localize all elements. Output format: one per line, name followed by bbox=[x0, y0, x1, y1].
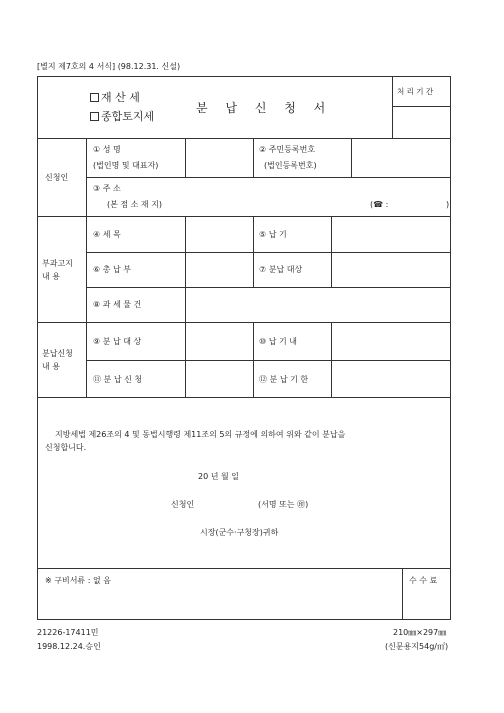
phone-label: (☎ : bbox=[370, 200, 389, 209]
divider bbox=[37, 568, 451, 569]
checkbox-land-tax[interactable]: 종합토지세 bbox=[90, 111, 154, 122]
form-header: [별지 제7호의 4 서식] (98.12.31. 신설) bbox=[37, 62, 181, 71]
date-line: 20 년 월 일 bbox=[198, 472, 239, 481]
target-label: ⑨ 분 납 대 상 bbox=[93, 337, 142, 346]
request-field[interactable] bbox=[186, 361, 252, 396]
id-sublabel: (법인등록번호) bbox=[264, 161, 317, 170]
section-tax-info-2: 내 용 bbox=[42, 272, 60, 281]
divider bbox=[392, 76, 393, 138]
id-field[interactable] bbox=[352, 139, 450, 176]
assessment-label: ⑧ 과 세 물 건 bbox=[93, 300, 142, 309]
target-field[interactable] bbox=[186, 323, 252, 359]
divider bbox=[253, 216, 254, 287]
total-label: ⑥ 총 납 부 bbox=[93, 265, 131, 274]
tax-item-field[interactable] bbox=[186, 217, 252, 251]
assessment-field[interactable] bbox=[186, 288, 450, 321]
tax-item-label: ④ 세 목 bbox=[93, 230, 121, 239]
signature-mark: (서명 또는 ㊞) bbox=[258, 500, 309, 509]
fee-label: 수 수 료 bbox=[409, 576, 438, 585]
checkbox-property-tax[interactable]: 재 산 세 bbox=[90, 92, 140, 103]
attachments-note: ※ 구비서류 : 없 음 bbox=[45, 576, 111, 585]
divider bbox=[86, 138, 87, 397]
addressee: 시장(군수·구청장)귀하 bbox=[200, 528, 279, 537]
checkbox-icon[interactable] bbox=[90, 112, 99, 121]
address-field[interactable] bbox=[186, 178, 450, 215]
divider bbox=[253, 138, 254, 177]
paper-size: 210㎜×297㎜ bbox=[393, 628, 447, 637]
statement-line1: 지방세법 제26조의 4 및 동법시행령 제11조의 5의 규정에 의하여 위와 같이 분납을 bbox=[55, 430, 346, 439]
due-field[interactable] bbox=[332, 217, 450, 251]
name-sublabel: (법인명 및 대표자) bbox=[93, 161, 159, 170]
deadline-field[interactable] bbox=[332, 361, 450, 396]
id-label: ② 주민등록번호 bbox=[259, 145, 316, 154]
within-due-field[interactable] bbox=[332, 323, 450, 359]
processing-period-label: 처 리 기 간 bbox=[397, 87, 434, 96]
checkbox-icon[interactable] bbox=[90, 93, 99, 102]
address-sublabel: (본 점 소 재 지) bbox=[107, 200, 163, 209]
address-label: ③ 주 소 bbox=[93, 184, 121, 193]
form-title: 분 납 신 청 서 bbox=[196, 101, 333, 115]
section-tax-info-1: 부과고지 bbox=[42, 259, 73, 268]
phone-close: ) bbox=[446, 200, 450, 209]
due-label: ⑤ 납 기 bbox=[259, 230, 287, 239]
divider bbox=[402, 568, 403, 620]
divider bbox=[37, 397, 451, 398]
statement-line2: 신청합니다. bbox=[45, 443, 87, 452]
divider bbox=[253, 322, 254, 397]
approval-date: 1998.12.24.승인 bbox=[37, 642, 101, 651]
installment-target-field[interactable] bbox=[332, 253, 450, 286]
deadline-label: ⑫ 분 납 기 한 bbox=[259, 375, 309, 384]
section-installment-1: 분납신청 bbox=[42, 349, 73, 358]
within-due-label: ⑩ 납 기 내 bbox=[259, 337, 297, 346]
section-installment-2: 내 용 bbox=[42, 362, 60, 371]
name-label: ① 성 명 bbox=[93, 145, 121, 154]
divider bbox=[392, 106, 451, 107]
installment-target-label: ⑦ 분납 대상 bbox=[259, 265, 303, 274]
section-applicant: 신청인 bbox=[45, 173, 69, 182]
name-field[interactable] bbox=[186, 139, 252, 176]
request-label: ⑪ 분 납 신 청 bbox=[93, 375, 143, 384]
applicant-signature-label: 신청인 bbox=[171, 500, 195, 509]
total-field[interactable] bbox=[186, 253, 252, 286]
paper-type: (신문용지54g/㎡) bbox=[385, 642, 449, 651]
form-code: 21226-17411민 bbox=[37, 628, 99, 637]
